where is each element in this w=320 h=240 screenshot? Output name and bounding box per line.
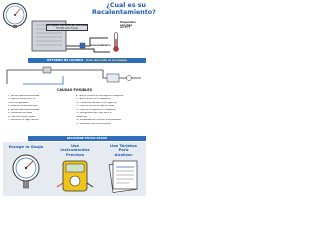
- list-item: 1. Válvula sobredimensionada: [8, 95, 40, 97]
- possible-causes-title: CAUSAS POSIBLES: [56, 88, 93, 92]
- list-item: 6. Contacto térmico pobre: [8, 115, 36, 118]
- step-precise-instruments: [50, 143, 100, 195]
- piping-diagram-illustration: [3, 64, 146, 88]
- list-item: 4. Válvula sobredimensionada: [8, 108, 40, 111]
- liquid-return-header-main: RETORNO DE LIQUIDO: [47, 58, 83, 62]
- list-item: 3. Bulbo de recalentamiento: [8, 105, 38, 108]
- suction-pressure-line1: RETORNO PRESION DE SUCCION: [47, 24, 87, 27]
- list-item: 11. Tubo de succión al tope del codo: [76, 105, 114, 108]
- step-analysis-cards-line3: Analizar: [114, 151, 133, 157]
- temperature-callout: [120, 22, 148, 30]
- step-precise-instruments-title: [50, 144, 100, 157]
- refrigeration-system-illustration: [30, 16, 120, 56]
- temperature-callout-line2: aqui debe: [120, 23, 133, 27]
- step-analysis-cards-title: [101, 144, 146, 157]
- suction-pressure-line2: 35 PSIG (Aire Fuera): [55, 26, 79, 30]
- analysis-card-icon: [107, 159, 141, 193]
- liquid-return-header-sub: · Solo durante el arranque: [83, 58, 127, 62]
- temperature-callout-line3: ser 55°F: [120, 26, 131, 30]
- page-title: [92, 2, 156, 17]
- step-analysis-cards: [101, 143, 146, 195]
- list-item: 8. Tipo de cilindro de descarga del compresor: [76, 95, 124, 97]
- causes-list-left: [8, 95, 74, 123]
- list-item: 13. Refrigerante que viaja hacia el: [76, 112, 112, 115]
- temperature-callout-line1: Temperatura: [120, 21, 136, 24]
- sensor-label: RECALENTAMIENTO: [90, 45, 111, 47]
- list-item: 9. Tipo de aceite en el compresor: [76, 98, 111, 101]
- step-analysis-cards-line2: Para: [118, 147, 129, 153]
- step-precise-instruments-line2: Instrumentos: [60, 147, 90, 153]
- digital-meter-icon: [55, 159, 95, 193]
- step-precise-instruments-line1: Use: [70, 143, 80, 148]
- list-item: 5. Instalación del bulbo: [8, 112, 33, 115]
- causes-list-right: [76, 95, 147, 126]
- list-item: 12. Flujo del refrigerante al compresor: [76, 108, 117, 111]
- step-precise-instruments-line3: Precisos: [65, 151, 85, 157]
- list-item: 14. Evaporador del sistema intercambiador: [76, 119, 122, 122]
- list-item: 10. Compresor ubicado en un lugar frío: [76, 101, 117, 104]
- list-item: (Línea de igualador): [8, 101, 29, 104]
- gauge-icon: [8, 152, 44, 190]
- suction-pressure-box: [46, 24, 88, 31]
- remember-steps-header: RECUERDE ESTOS PASOS: [28, 136, 146, 141]
- page-title-line1: ¿Cual es su: [106, 2, 146, 9]
- step-choose-gauge-title: Escoge la Gauja: [8, 144, 44, 149]
- pressure-gauge-illustration: [2, 2, 28, 28]
- list-item: 2. Fuga en asiento de TXV: [8, 98, 36, 101]
- step-choose-gauge: [3, 143, 49, 195]
- thermometer-icon: [112, 32, 120, 52]
- page-title-line2: Recalentamiento?: [92, 8, 156, 16]
- top-section: [0, 0, 156, 58]
- liquid-return-header: [28, 58, 146, 63]
- list-item: compresor: [76, 115, 88, 118]
- step-analysis-cards-line1: Use Tarjetas: [110, 143, 137, 148]
- list-item: 15. Escalador externo defectuoso: [76, 122, 111, 125]
- list-item: 7. Ubicación en lugar caliente: [8, 119, 39, 122]
